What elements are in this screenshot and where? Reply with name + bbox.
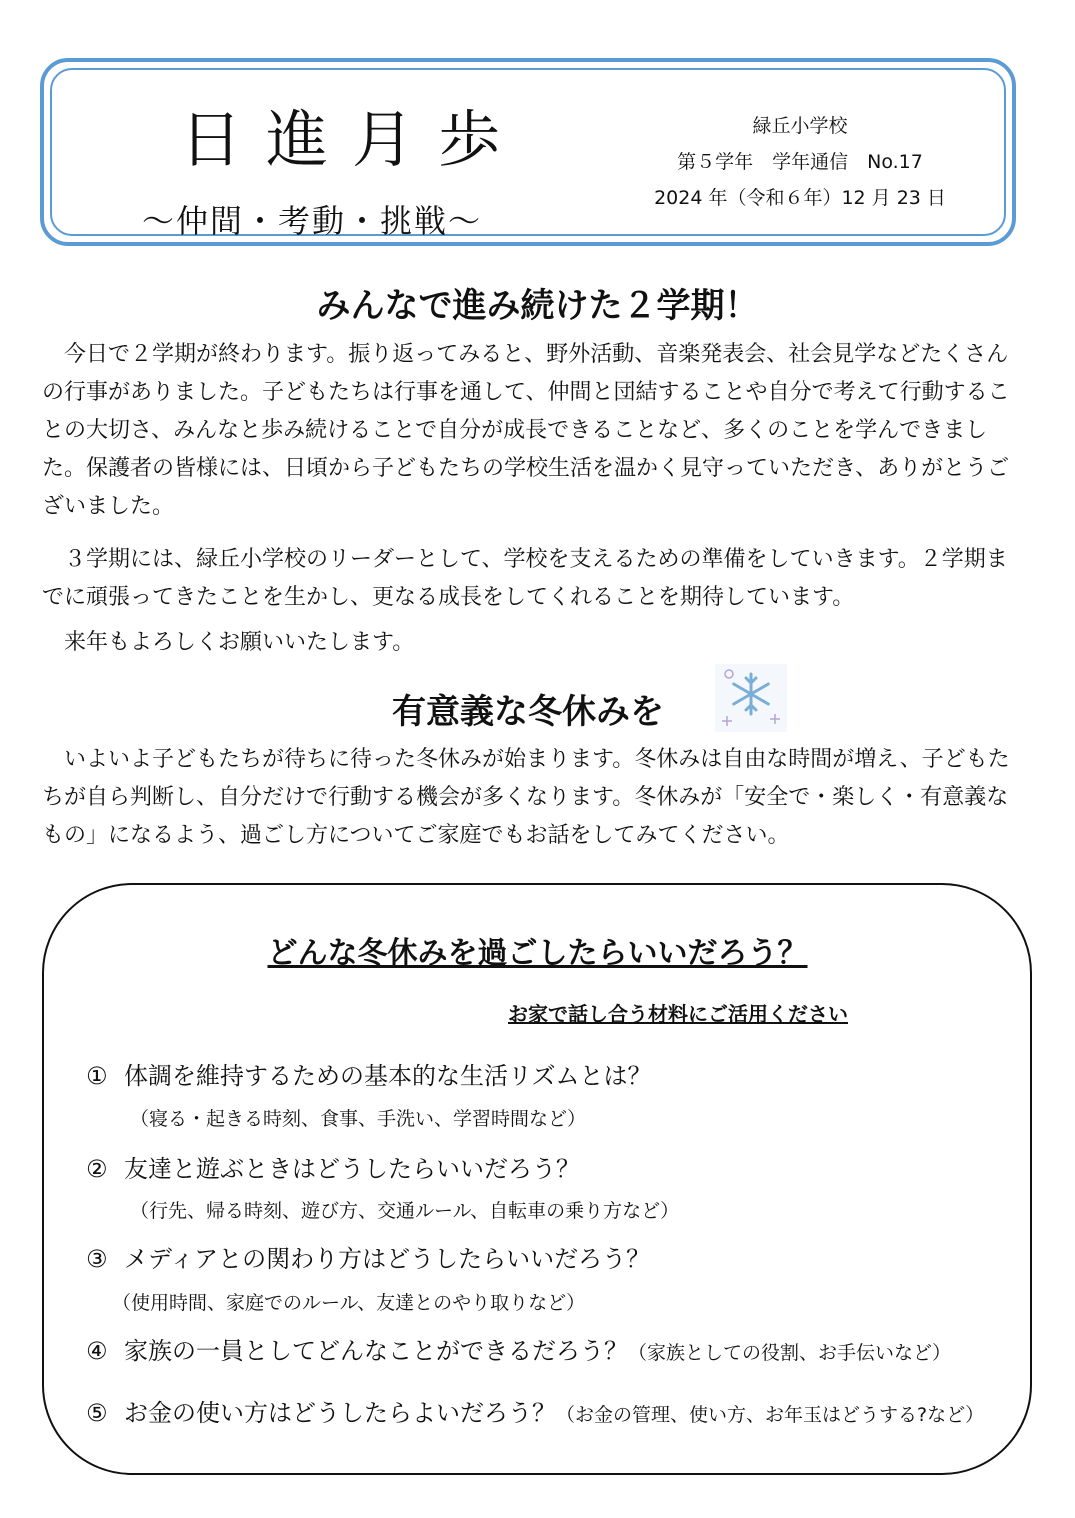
topic-question: 体調を維持するための基本的な生活リズムとは？ [124, 1062, 652, 1090]
topic-item-4 [86, 1331, 951, 1366]
topic-number: ② [86, 1155, 108, 1183]
newsletter-subtitle: 〜仲間・考動・挑戦〜 [142, 202, 483, 240]
topics-heading: どんな冬休みを過ごしたらいいだろう？ [267, 936, 808, 971]
topic-number: ⑤ [86, 1399, 108, 1427]
topic-question: 家族の一員としてどんなことができるだろう？ [124, 1337, 628, 1365]
article1-paragraph-2: ３学期には、緑丘小学校のリーダーとして、学校を支えるための準備をしていきます。２学期までに頑張ってきたことを生かし、更なる成長をしてくれることを期待しています。 [42, 547, 1008, 610]
school-name: 緑丘小学校 [752, 115, 848, 137]
article1-paragraph-3: 来年もよろしくお願いいたします。 [64, 630, 415, 655]
issue-number: 第５学年 学年通信 No.17 [677, 151, 923, 173]
topic-number: ③ [86, 1245, 108, 1273]
topic-note: （使用時間、家庭でのルール、友達とのやり取りなど） [112, 1292, 586, 1314]
article2-headline: 有意義な冬休みを [392, 692, 664, 732]
topic-note: （お金の管理、使い方、お年玉はどうする?など） [556, 1404, 985, 1426]
issue-date: 2024 年（令和６年）12 月 23 日 [654, 187, 946, 209]
topic-note: （寝る・起きる時刻、食事、手洗い、学習時間など） [130, 1108, 587, 1130]
snowflake-icon [715, 664, 787, 732]
topic-note: （行先、帰る時刻、遊び方、交通ルール、自転車の乗り方など） [130, 1200, 680, 1222]
topic-item-1 [86, 1056, 652, 1091]
topic-question: メディアとの関わり方はどうしたらいいだろう？ [124, 1245, 651, 1273]
topic-question: お金の使い方はどうしたらよいだろう？ [124, 1399, 556, 1427]
article2-paragraph: いよいよ子どもたちが待ちに待った冬休みが始まります。冬休みは自由な時間が増え、子どもたちが自ら判断し、自分だけで行動する機会が多くなります。冬休みが「安全で・楽しく・有意義なもの」になるよう、過ごし方についてご家庭でもお話をしてみてください。 [42, 747, 1010, 848]
article1-paragraph-1: 今日で２学期が終わります。振り返ってみると、野外活動、音楽発表会、社会見学などたくさんの行事がありました。子どもたちは行事を通して、仲間と団結することや自分で考えて行動することの大切さ、みんなと歩み続けることで自分が成長できることなど、多くのことを学んできました。保護者の皆様には、日頃から子どもたちの学校生活を温かく見守っていただき、ありがとうございました。 [42, 342, 1010, 519]
topic-item-3 [86, 1239, 650, 1274]
article1-headline: みんなで進み続けた２学期！ [316, 286, 759, 326]
topics-subheading: お家で話し合う材料にご活用ください [508, 1002, 848, 1026]
newsletter-title: 日進月歩 [180, 103, 525, 176]
topic-number: ① [86, 1062, 108, 1090]
topic-question: 友達と遊ぶときはどうしたらいいだろう？ [124, 1155, 580, 1183]
topic-number: ④ [86, 1337, 108, 1365]
topic-note: （家族としての役割、お手伝いなど） [628, 1342, 952, 1364]
issue-info [620, 108, 980, 216]
topic-item-2 [86, 1149, 580, 1184]
topic-item-5 [86, 1393, 984, 1428]
